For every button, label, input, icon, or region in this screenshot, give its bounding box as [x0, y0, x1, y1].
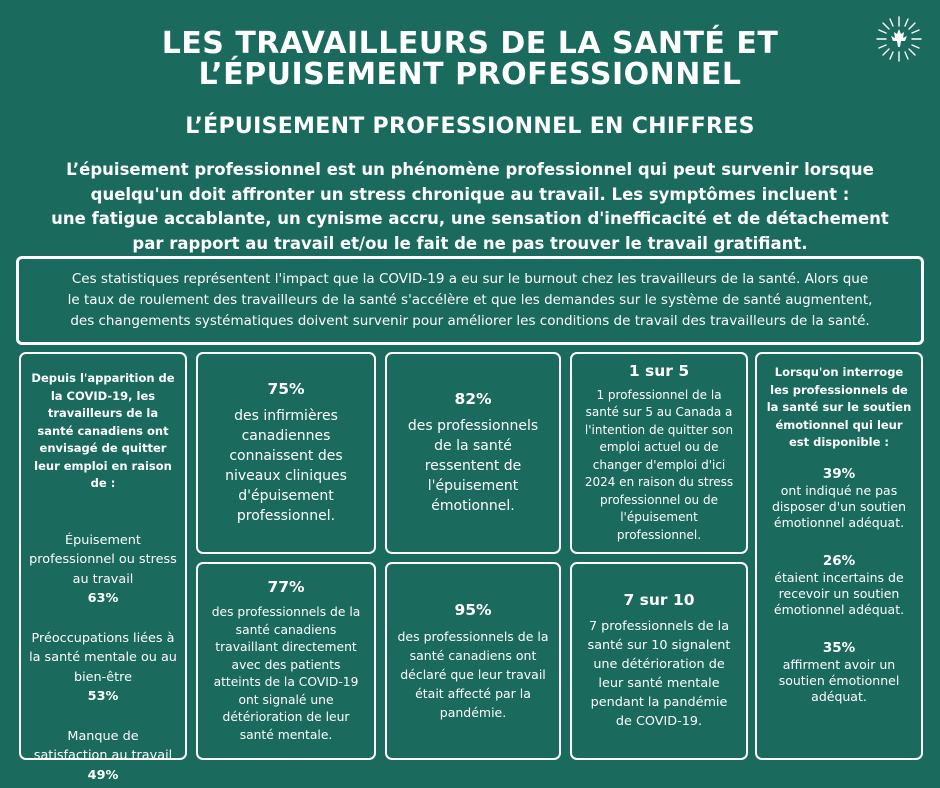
pandemic-pct: 95%	[454, 600, 492, 619]
emotional-text: des professionnels de la santé ressentent de l'épuisement émotionnel.	[407, 418, 539, 514]
list-item: 39% ont indiqué ne pas disposer d'un soutien émotionnel adéquat.	[771, 465, 907, 530]
list-item: 26% étaient incertains de recevoir un soutien émotionnel adéquat.	[773, 552, 905, 617]
statistics-note-box	[16, 256, 924, 345]
one-in-five-text: 1 professionnel de la santé sur 5 au Canada a l'intention de quitter son emploi actuel ou de changer d'emploi d'ici 2024 en raison du stress professionnel ou de l'épuisement professionnel.	[584, 387, 734, 542]
list-item: 35% affirment avoir un soutien émotionnel adéquat.	[778, 639, 900, 704]
section-subtitle: L’ÉPUISEMENT PROFESSIONNEL EN CHIFFRES	[185, 114, 755, 139]
maple-leaf-icon	[874, 14, 924, 64]
pandemic-text: des professionnels de la santé canadiens ont déclaré que leur travail était affecté par la pandémie.	[397, 628, 549, 720]
intro-line-4: par rapport au travail et/ou le fait de ne pas trouver le travail gratifiant.	[132, 233, 808, 253]
emotional-exhaustion-card	[385, 352, 561, 554]
list-item: Préoccupations liées à la santé mentale ou au bien-être 53%	[29, 630, 177, 704]
intro-paragraph	[40, 158, 900, 256]
intro-line-3: une fatigue accablante, un cynisme accru, une sensation d'inefficacité et de détachement	[51, 209, 889, 228]
list-item: Épuisement professionnel ou stress au travail 63%	[29, 532, 177, 606]
leave-reasons-list	[29, 511, 177, 786]
stats-line-2: le taux de roulement des travailleurs de la santé s'accélère et que les demandes sur le système de santé augmentent,	[67, 292, 873, 308]
emotional-pct: 82%	[454, 390, 492, 408]
one-in-five-card	[570, 352, 748, 554]
stats-line-3: des changements systématiques doivent survenir pour améliorer les conditions de travail des travailleurs de la santé.	[70, 313, 870, 329]
seven-in-ten-text: 7 professionnels de la santé sur 10 signalent une détérioration de leur santé mentale pendant la pandémie de COVID-19.	[587, 619, 731, 729]
seven-in-ten-card	[570, 562, 748, 760]
emotional-support-heading: Lorsqu'on interroge les professionnels de la santé sur le soutien émotionnel qui leur est disponible :	[766, 365, 912, 449]
page-title	[0, 28, 940, 90]
intro-line-2: quelqu'un doit affronter un stress chronique au travail. Les symptômes incluent :	[90, 184, 850, 204]
covid-patients-pct: 77%	[267, 578, 305, 596]
emotional-support-card	[755, 352, 923, 760]
title-line-2: L’ÉPUISEMENT PROFESSIONNEL	[198, 57, 742, 92]
one-in-five-pct: 1 sur 5	[628, 361, 690, 380]
leave-reasons-heading: Depuis l'apparition de la COVID-19, les travailleurs de la santé canadiens ont envisagé de quitter leur emploi en raison de :	[31, 371, 175, 490]
covid-patients-card	[196, 562, 376, 760]
nurses-text: des infirmières canadiennes connaissent des niveaux cliniques d'épuisement professionnel.	[225, 408, 347, 524]
covid-patients-text: des professionnels de la santé canadiens travaillant directement avec des patients atteints de la COVID-19 ont signalé une détérioration de leur santé mentale.	[211, 605, 361, 742]
pandemic-impact-card	[385, 562, 561, 760]
intro-line-1: L’épuisement professionnel est un phénomène professionnel qui peut survenir lorsque	[66, 160, 874, 179]
title-line-1: LES TRAVAILLEURS DE LA SANTÉ ET	[161, 26, 779, 61]
nurses-pct: 75%	[267, 380, 305, 398]
list-item: Manque de satisfaction au travail 49%	[33, 728, 173, 783]
stats-line-1: Ces statistiques représentent l'impact que la COVID-19 a eu sur le burnout chez les travailleurs de la santé. Alors que	[71, 271, 869, 287]
leave-reasons-card	[19, 352, 187, 783]
nurses-burnout-card	[196, 352, 376, 554]
seven-in-ten-pct: 7 sur 10	[623, 591, 695, 609]
